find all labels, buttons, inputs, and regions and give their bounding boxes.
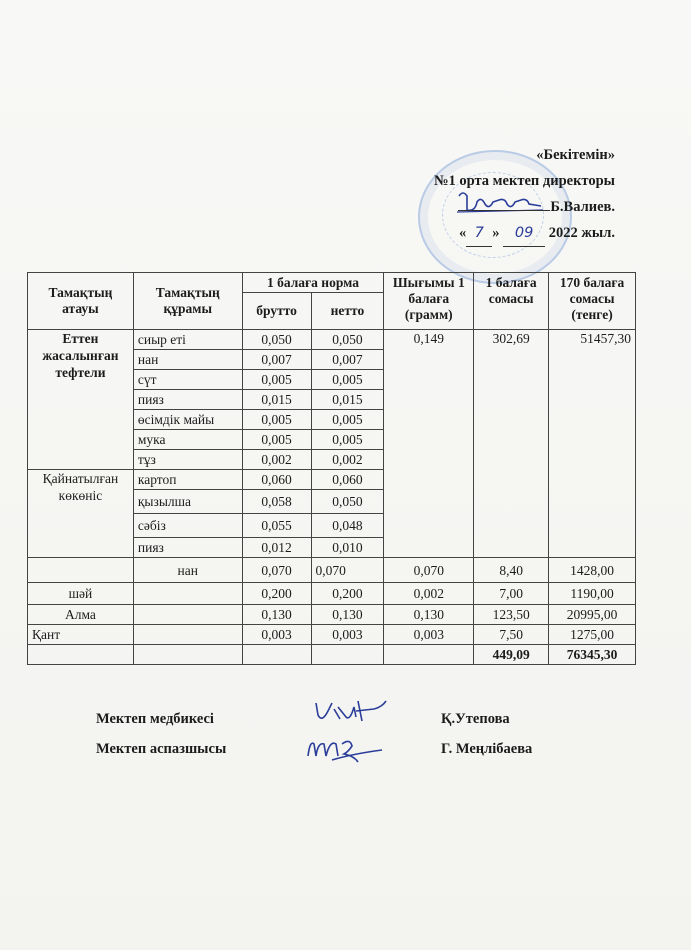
- total-all: 76345,30: [549, 645, 636, 665]
- brutto-cell: 0,002: [242, 450, 311, 470]
- netto-cell: 0,005: [311, 410, 384, 430]
- table-row: [28, 330, 636, 350]
- brutto-cell: 0,012: [242, 538, 311, 558]
- brutto-cell: 0,015: [242, 390, 311, 410]
- header-brutto: брутто: [242, 293, 311, 330]
- approval-date: « 7 » 09 2022 жыл.: [434, 220, 615, 247]
- approval-name: Б.Валиев.: [434, 194, 615, 220]
- netto-cell: 0,005: [311, 370, 384, 390]
- brutto-cell: 0,055: [242, 514, 311, 538]
- approval-title: «Бекітемін»: [536, 147, 615, 163]
- row-name-cell: шәй: [28, 583, 134, 605]
- nurse-role: Мектеп медбикесі: [96, 711, 214, 727]
- dish1-per-child: 302,69: [474, 330, 549, 558]
- ingredient-cell: өсімдік майы: [133, 410, 242, 430]
- table-row: [28, 558, 636, 583]
- netto-cell: 0,200: [311, 583, 384, 605]
- row-name-cell: Алма: [28, 605, 134, 625]
- table-row: [28, 625, 636, 645]
- header-total: 170 балаға сомасы (тенге): [549, 273, 636, 330]
- brutto-cell: 0,130: [242, 605, 311, 625]
- ingredient-cell: [133, 625, 242, 645]
- header-netto: нетто: [311, 293, 384, 330]
- netto-cell: 0,007: [311, 350, 384, 370]
- brutto-cell: 0,058: [242, 490, 311, 514]
- netto-cell: 0,010: [311, 538, 384, 558]
- ingredient-cell: картоп: [133, 470, 242, 490]
- netto-cell: 0,048: [311, 514, 384, 538]
- ingredient-cell: қызылша: [133, 490, 242, 514]
- brutto-cell: 0,005: [242, 410, 311, 430]
- header-output: Шығымы 1 балаға (грамм): [384, 273, 474, 330]
- row-name-cell: Қант: [28, 625, 134, 645]
- ingredient-cell: тұз: [133, 450, 242, 470]
- table-header-row: [28, 273, 636, 293]
- netto-cell: 0,130: [311, 605, 384, 625]
- total-cell: 1190,00: [549, 583, 636, 605]
- ingredient-cell: сәбіз: [133, 514, 242, 538]
- netto-cell: 0,050: [311, 330, 384, 350]
- per-child-cell: 123,50: [474, 605, 549, 625]
- brutto-cell: 0,003: [242, 625, 311, 645]
- brutto-cell: 0,050: [242, 330, 311, 350]
- netto-cell: 0,005: [311, 430, 384, 450]
- cook-signature: [302, 734, 392, 764]
- per-child-cell: 8,40: [474, 558, 549, 583]
- dish2-name: Қайнатылған көкөніс: [28, 470, 134, 558]
- table-row: [28, 583, 636, 605]
- nurse-signature: [312, 697, 392, 729]
- total-cell: 1428,00: [549, 558, 636, 583]
- total-cell: 20995,00: [549, 605, 636, 625]
- dish1-name: Еттен жасалынған тефтели: [28, 330, 134, 470]
- header-composition: Тамақтың құрамы: [133, 273, 242, 330]
- per-child-cell: 7,50: [474, 625, 549, 645]
- cook-role: Мектеп аспазшысы: [96, 741, 227, 757]
- totals-row: [28, 645, 636, 665]
- brutto-cell: 0,005: [242, 430, 311, 450]
- menu-table: [27, 272, 636, 665]
- ingredient-cell: сиыр еті: [133, 330, 242, 350]
- netto-cell: 0,003: [311, 625, 384, 645]
- brutto-cell: 0,060: [242, 470, 311, 490]
- approval-block: [434, 142, 615, 247]
- total-cell: 1275,00: [549, 625, 636, 645]
- ingredient-cell: [133, 605, 242, 625]
- per-child-cell: 7,00: [474, 583, 549, 605]
- ingredient-cell: сүт: [133, 370, 242, 390]
- dish1-total: 51457,30: [549, 330, 636, 558]
- netto-cell: 0,002: [311, 450, 384, 470]
- approval-month: 09: [503, 220, 545, 247]
- table-row: [28, 605, 636, 625]
- netto-cell: 0,060: [311, 470, 384, 490]
- ingredient-cell: нан: [133, 558, 242, 583]
- nurse-name: Қ.Утепова: [441, 711, 510, 727]
- netto-cell: 0,050: [311, 490, 384, 514]
- header-per-child: 1 балаға сомасы: [474, 273, 549, 330]
- brutto-cell: 0,007: [242, 350, 311, 370]
- netto-cell: 0,070: [311, 558, 384, 583]
- output-cell: 0,002: [384, 583, 474, 605]
- cook-name: Г. Меңлібаева: [441, 741, 533, 757]
- row-name-cell: [28, 558, 134, 583]
- output-cell: 0,070: [384, 558, 474, 583]
- header-norm: 1 балаға норма: [242, 273, 384, 293]
- output-cell: 0,003: [384, 625, 474, 645]
- approval-position: №1 орта мектеп директоры: [433, 173, 615, 189]
- brutto-cell: 0,070: [242, 558, 311, 583]
- approval-day: 7: [466, 220, 492, 247]
- output-cell: 0,130: [384, 605, 474, 625]
- total-per-child: 449,09: [474, 645, 549, 665]
- brutto-cell: 0,200: [242, 583, 311, 605]
- dish1-output: 0,149: [384, 330, 474, 558]
- netto-cell: 0,015: [311, 390, 384, 410]
- ingredient-cell: мука: [133, 430, 242, 450]
- ingredient-cell: пияз: [133, 538, 242, 558]
- header-food-name: Тамақтың атауы: [28, 273, 134, 330]
- ingredient-cell: нан: [133, 350, 242, 370]
- brutto-cell: 0,005: [242, 370, 311, 390]
- ingredient-cell: [133, 583, 242, 605]
- ingredient-cell: пияз: [133, 390, 242, 410]
